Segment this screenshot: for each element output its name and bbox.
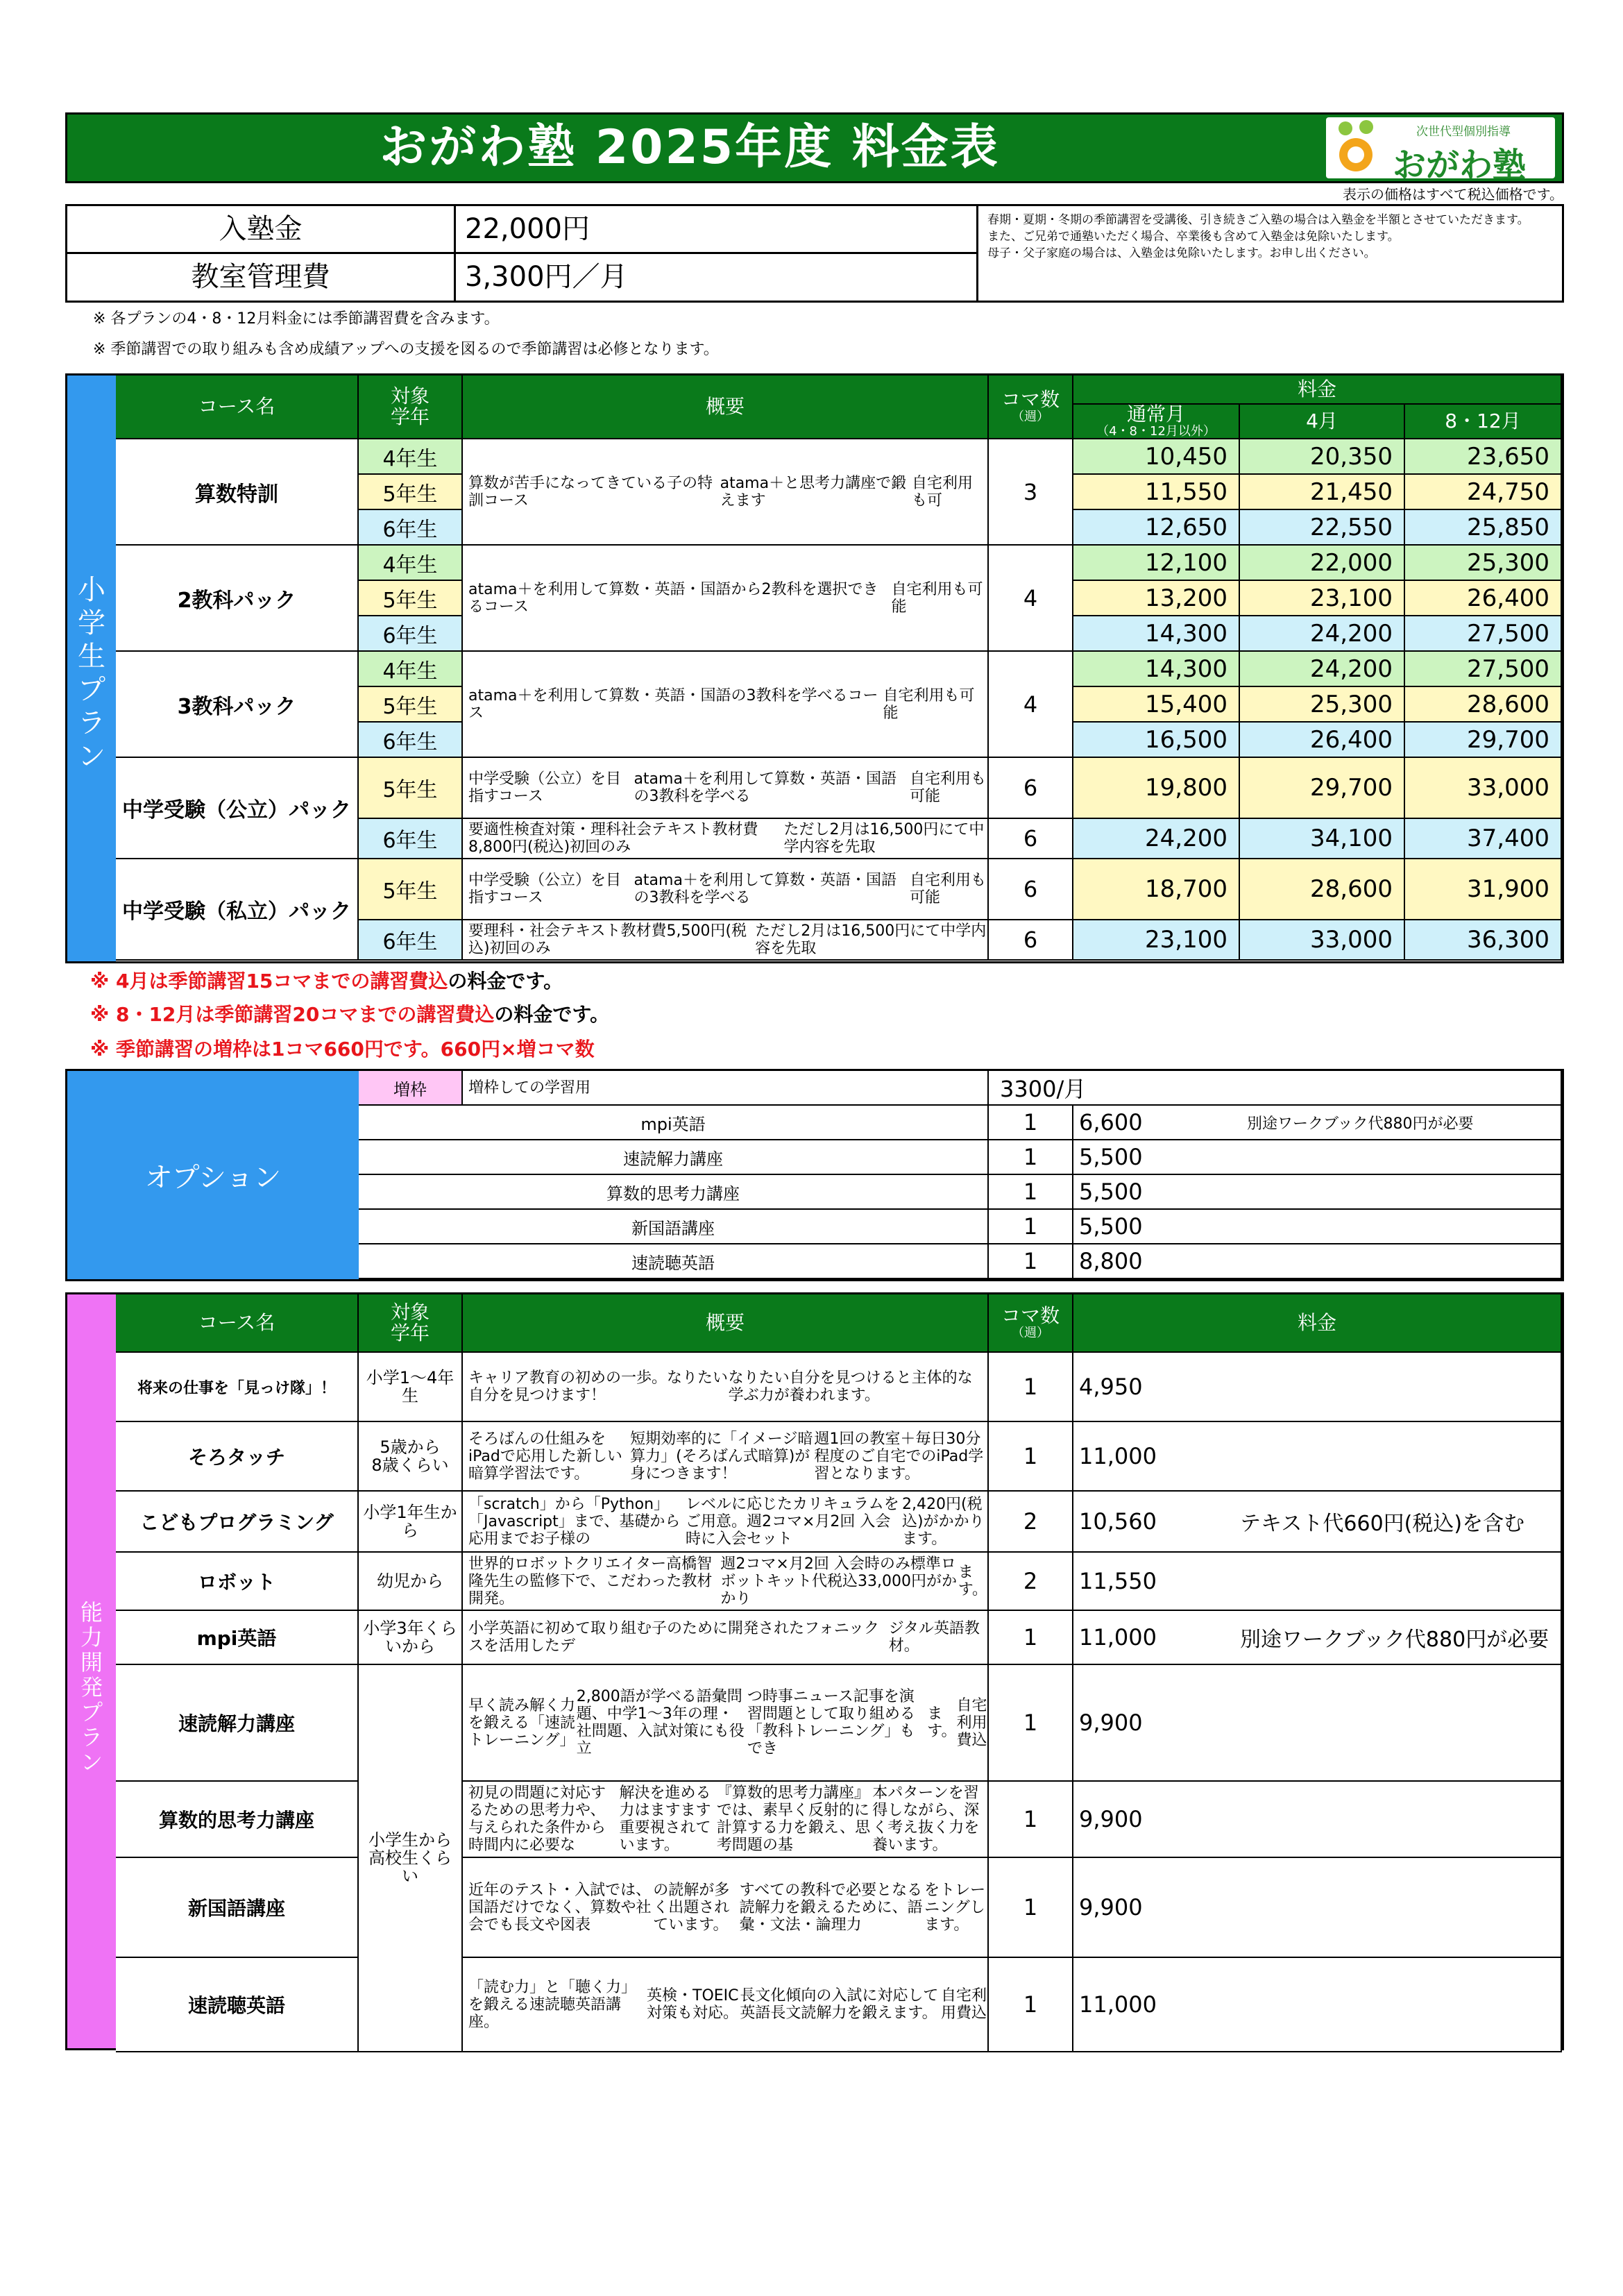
grade-label: 幼児から — [359, 1553, 463, 1611]
price-aug-dec: 25,300 — [1405, 546, 1562, 581]
elementary-side-label — [67, 375, 116, 961]
grade-label: 5年生 — [359, 859, 463, 920]
grade-label: 4年生 — [359, 652, 463, 687]
price-aug-dec: 24,750 — [1405, 475, 1562, 510]
course-price: 11,550 — [1073, 1553, 1562, 1611]
header-koma: コマ数 （週） — [989, 1294, 1073, 1353]
course-summary: 初見の問題に対応するための思考力や、与えられた条件から時間内に必要な 解決を進める力はますます重要視されています。 『算数的思考力講座』では、素早く反射的に計算する力を鍛え、思考問題の基 本パターンを習得しながら、深く考え抜く力を養います。 — [463, 1782, 989, 1858]
logo-mark-icon — [1332, 119, 1380, 176]
price-normal: 12,100 — [1073, 546, 1240, 581]
header-course: コース名 — [116, 375, 359, 439]
option-extra-desc: 増枠しての学習用 — [463, 1071, 989, 1106]
price-aug-dec: 36,300 — [1405, 920, 1562, 961]
header-summary: 概要 — [463, 375, 989, 439]
price-normal: 14,300 — [1073, 652, 1240, 687]
course-price: 10,560 テキスト代660円(税込)を含む — [1073, 1492, 1562, 1553]
course-name: 中学受験（私立）パック — [116, 859, 359, 961]
course-price: 11,000 — [1073, 1958, 1562, 2052]
grade-label: 小学3年くらいから — [359, 1611, 463, 1665]
logo-tagline: 次世代型個別指導 — [1416, 125, 1511, 139]
grade-label: 6年生 — [359, 510, 463, 546]
ability-side-label — [67, 1294, 116, 2048]
course-price: 11,000 — [1073, 1422, 1562, 1492]
ability-side-text: 能 力 開 発 プ ラ ン — [80, 1599, 103, 1775]
note-april-prefix: ※ 4月は季節講習 — [90, 970, 246, 993]
course-name: 速読解力講座 — [116, 1665, 359, 1782]
header-course: コース名 — [116, 1294, 359, 1353]
price-aug-dec: 27,500 — [1405, 652, 1562, 687]
price-normal: 11,550 — [1073, 475, 1240, 510]
price-aug-dec: 28,600 — [1405, 687, 1562, 723]
option-note: 別途ワークブック代880円が必要 — [1247, 1115, 1474, 1133]
note-augdec-highlight: 20コマまでの講習費込 — [292, 1003, 495, 1026]
price-april: 25,300 — [1240, 687, 1405, 723]
koma-count: 1 — [989, 1782, 1073, 1858]
option-name: 算数的思考力講座 — [359, 1175, 989, 1210]
price-normal: 12,650 — [1073, 510, 1240, 546]
price-aug-dec: 33,000 — [1405, 758, 1562, 819]
fee-box — [65, 204, 1564, 303]
note-april — [90, 966, 563, 994]
option-name: 速読聴英語 — [359, 1244, 989, 1279]
admission-note-line: 春期・夏期・冬期の季節講習を受講後、引き続きご入塾の場合は入塾金を半額とさせていただきます。 — [987, 213, 1529, 227]
grade-label: 5年生 — [359, 758, 463, 819]
title-bar — [65, 112, 1564, 183]
course-summary: そろばんの仕組みをiPadで応用した新しい暗算学習法です。 短期効率的に「イメージ暗算力」(そろばん式暗算)が身につきます！ 週1回の教室＋毎日30分程度のご自宅でのiPad学習となります。 — [463, 1422, 989, 1492]
price-aug-dec: 27,500 — [1405, 616, 1562, 652]
elementary-plan-table — [65, 373, 1564, 963]
price-aug-dec: 29,700 — [1405, 723, 1562, 758]
note-seasonal-included: ※ 各プランの4・8・12月料金には季節講習費を含みます。 — [93, 310, 500, 328]
course-summary: 世界的ロボットクリエイター高橋智隆先生の監修下で、こだわった教材開発。 週2コマ×月2回 入会時のみ標準ロボットキット代税込33,000円がかかり ます。 — [463, 1553, 989, 1611]
koma-count: 1 — [989, 1858, 1073, 1958]
header-aug-dec: 8・12月 — [1405, 405, 1562, 439]
course-summary: 「読む力」と「聴く力」を鍛える速読聴英語講座。 英検・TOEIC対策も対応。 長文化傾向の入試に対応して英語長文読解力を鍛えます。 自宅利用費込 — [463, 1958, 989, 2052]
course-summary: 近年のテスト・入試では、国語だけでなく、算数や社会でも長文や図表 の読解が多く出題されています。 すべての教科で必要となる読解力を鍛えるために、語彙・文法・論理力 をトレーニングします。 — [463, 1858, 989, 1958]
logo — [1326, 117, 1555, 185]
option-price: 5,500 — [1073, 1210, 1562, 1244]
course-name: 速読聴英語 — [116, 1958, 359, 2052]
course-name: mpi英語 — [116, 1611, 359, 1665]
course-price: 4,950 — [1073, 1353, 1562, 1422]
course-summary: 小学英語に初めて取り組む子のために開発されたフォニックスを活用したデ ジタル英語教材。 — [463, 1611, 989, 1665]
admission-note-line: また、ご兄弟で通塾いただく場合、卒業後も含めて入塾金は免除いたします。 — [987, 230, 1400, 244]
price-april: 34,100 — [1240, 819, 1405, 859]
koma-count: 4 — [989, 652, 1073, 758]
course-summary: キャリア教育の初めの一歩。なりたい自分を見つけます！ なりたい自分を見つけると主体的な学ぶ力が養われます。 — [463, 1353, 989, 1422]
price-april: 33,000 — [1240, 920, 1405, 961]
grade-label: 6年生 — [359, 819, 463, 859]
koma-count: 1 — [989, 1611, 1073, 1665]
course-name: 算数特訓 — [116, 439, 359, 546]
course-summary: 算数が苦手になってきている子の特訓コース atama＋と思考力講座で鍛えます 自宅利用も可 — [463, 439, 989, 546]
header-koma: コマ数 （週） — [989, 375, 1073, 439]
price-normal: 16,500 — [1073, 723, 1240, 758]
course-name: そろタッチ — [116, 1422, 359, 1492]
course-name: 中学受験（公立）パック — [116, 758, 359, 859]
ability-plan-table — [65, 1292, 1564, 2050]
price-aug-dec: 25,850 — [1405, 510, 1562, 546]
admission-note — [987, 212, 1556, 262]
note-aug-dec — [90, 999, 609, 1027]
options-label: オプション — [67, 1071, 359, 1279]
price-normal: 13,200 — [1073, 581, 1240, 616]
course-price: 9,900 — [1073, 1858, 1562, 1958]
course-summary: 中学受験（公立）を目指すコース atama＋を利用して算数・英語・国語の3教科を学べる 自宅利用も可能 — [463, 758, 989, 819]
course-summary: 要適性検査対策・理科社会テキスト教材費8,800円(税込)初回のみ ただし2月は16,500円にて中学内容を先取 — [463, 819, 989, 859]
koma-count: 1 — [989, 1665, 1073, 1782]
price-april: 22,550 — [1240, 510, 1405, 546]
admission-value: 22,000円 — [458, 206, 978, 253]
course-name: 3教科パック — [116, 652, 359, 758]
koma-count: 2 — [989, 1492, 1073, 1553]
grade-label: 小学1年生から — [359, 1492, 463, 1553]
note-extra-koma — [90, 1034, 595, 1062]
koma-count: 1 — [989, 1958, 1073, 2052]
header-summary: 概要 — [463, 1294, 989, 1353]
price-april: 29,700 — [1240, 758, 1405, 819]
admission-note-line: 母子・父子家庭の場合は、入塾金は免除いたします。お申し出ください。 — [987, 246, 1376, 260]
course-name: 将来の仕事を「見っけ隊」！ — [116, 1353, 359, 1422]
koma-count: 3 — [989, 439, 1073, 546]
koma-count: 6 — [989, 758, 1073, 819]
option-extra-value: 3300/月 — [989, 1071, 1562, 1106]
header-normal-month: 通常月 （4・8・12月以外） — [1073, 405, 1240, 439]
option-price: 5,500 — [1073, 1175, 1562, 1210]
price-april: 24,200 — [1240, 616, 1405, 652]
price-normal: 23,100 — [1073, 920, 1240, 961]
course-name: ロボット — [116, 1553, 359, 1611]
course-summary: atama＋を利用して算数・英語・国語から2教科を選択できるコース 自宅利用も可能 — [463, 546, 989, 652]
management-label: 教室管理費 — [67, 254, 456, 301]
price-april: 26,400 — [1240, 723, 1405, 758]
note-augdec-suffix: の料金です。 — [494, 1003, 610, 1026]
option-price: 5,500 — [1073, 1140, 1562, 1175]
price-aug-dec: 26,400 — [1405, 581, 1562, 616]
course-price: 9,900 — [1073, 1665, 1562, 1782]
note-extra-koma-text: ※ 季節講習の増枠は1コマ660円です。660円×増コマ数 — [90, 1038, 595, 1061]
grade-label: 4年生 — [359, 439, 463, 475]
header-target: 対象 学年 — [359, 1294, 463, 1353]
course-price: 11,000 別途ワークブック代880円が必要 — [1073, 1611, 1562, 1665]
price-aug-dec: 31,900 — [1405, 859, 1562, 920]
koma-count: 4 — [989, 546, 1073, 652]
option-koma: 1 — [989, 1175, 1073, 1210]
note-april-highlight: 15コマまでの講習費込 — [246, 970, 448, 993]
koma-count: 1 — [989, 1353, 1073, 1422]
option-name: 新国語講座 — [359, 1210, 989, 1244]
option-price: 6,600 別途ワークブック代880円が必要 — [1073, 1106, 1562, 1140]
management-value: 3,300円／月 — [458, 254, 978, 301]
price-normal: 10,450 — [1073, 439, 1240, 475]
course-summary: atama＋を利用して算数・英語・国語の3教科を学べるコース 自宅利用も可能 — [463, 652, 989, 758]
option-koma: 1 — [989, 1244, 1073, 1279]
course-name: 2教科パック — [116, 546, 359, 652]
grade-label: 6年生 — [359, 723, 463, 758]
course-name: 新国語講座 — [116, 1858, 359, 1958]
price-normal: 15,400 — [1073, 687, 1240, 723]
course-summary: 要理科・社会テキスト教材費5,500円(税込)初回のみ ただし2月は16,500円にて中学内容を先取 — [463, 920, 989, 961]
grade-label: 5年生 — [359, 475, 463, 510]
option-extra-label: 増枠 — [359, 1071, 463, 1106]
course-price-note: 別途ワークブック代880円が必要 — [1240, 1628, 1549, 1652]
price-april: 22,000 — [1240, 546, 1405, 581]
price-normal: 19,800 — [1073, 758, 1240, 819]
koma-count: 6 — [989, 920, 1073, 961]
option-name: mpi英語 — [359, 1106, 989, 1140]
price-normal: 24,200 — [1073, 819, 1240, 859]
price-normal: 14,300 — [1073, 616, 1240, 652]
koma-count: 1 — [989, 1422, 1073, 1492]
option-name: 速読解力講座 — [359, 1140, 989, 1175]
grade-label: 6年生 — [359, 616, 463, 652]
grade-label: 5年生 — [359, 687, 463, 723]
option-koma: 1 — [989, 1140, 1073, 1175]
header-target: 対象 学年 — [359, 375, 463, 439]
price-april: 21,450 — [1240, 475, 1405, 510]
price-aug-dec: 37,400 — [1405, 819, 1562, 859]
course-summary: 早く読み解く力を鍛える「速読トレーニング」 2,800語が学べる語彙問題、中学1～3年の理・社問題、入試対策にも役立 つ時事ニュース記事を演習問題として取り組める「教科トレーニング」もでき ます。 自宅利用費込 — [463, 1665, 989, 1782]
tax-note: 表示の価格はすべて税込価格です。 — [1343, 186, 1563, 203]
grade-label: 小学1～4年生 — [359, 1353, 463, 1422]
koma-count: 2 — [989, 1553, 1073, 1611]
course-price: 9,900 — [1073, 1782, 1562, 1858]
note-april-suffix: の料金です。 — [448, 970, 563, 993]
price-normal: 18,700 — [1073, 859, 1240, 920]
price-april: 24,200 — [1240, 652, 1405, 687]
grade-label: 5年生 — [359, 581, 463, 616]
options-table — [65, 1069, 1564, 1281]
option-koma: 1 — [989, 1106, 1073, 1140]
price-april: 23,100 — [1240, 581, 1405, 616]
header-april: 4月 — [1240, 405, 1405, 439]
option-koma: 1 — [989, 1210, 1073, 1244]
note-augdec-prefix: ※ 8・12月は季節講習 — [90, 1003, 293, 1026]
course-price-note: テキスト代660円(税込)を含む — [1240, 1512, 1525, 1536]
grade-label-shared: 小学生から 高校生くら い — [359, 1665, 463, 2052]
course-summary: 「scratch」から「Python」「Javascript」まで、基礎から応用までお子様の レベルに応じたカリキュラムをご用意。週2コマ×月2回 入会時に入会セット 2,420円(税込)がかかります。 — [463, 1492, 989, 1553]
price-april: 20,350 — [1240, 439, 1405, 475]
header-fee: 料金 — [1073, 375, 1562, 405]
note-seasonal-required: ※ 季節講習での取り組みも含め成績アップへの支援を図るので季節講習は必修となります。 — [93, 341, 719, 358]
koma-count: 6 — [989, 819, 1073, 859]
grade-label: 6年生 — [359, 920, 463, 961]
grade-label: 5歳から 8歳くらい — [359, 1422, 463, 1492]
admission-label: 入塾金 — [67, 206, 456, 253]
course-name: こどもプログラミング — [116, 1492, 359, 1553]
koma-count: 6 — [989, 859, 1073, 920]
logo-name: おがわ塾 — [1393, 146, 1527, 185]
page-title: おがわ塾 2025年度 料金表 — [380, 120, 1000, 175]
price-aug-dec: 23,650 — [1405, 439, 1562, 475]
price-april: 28,600 — [1240, 859, 1405, 920]
option-price: 8,800 — [1073, 1244, 1562, 1279]
header-fee: 料金 — [1073, 1294, 1562, 1353]
elementary-side-text: 小 学 生 プ ラ ン — [78, 574, 105, 773]
course-summary: 中学受験（公立）を目指すコース atama＋を利用して算数・英語・国語の3教科を学べる 自宅利用も可能 — [463, 859, 989, 920]
grade-label: 4年生 — [359, 546, 463, 581]
course-name: 算数的思考力講座 — [116, 1782, 359, 1858]
